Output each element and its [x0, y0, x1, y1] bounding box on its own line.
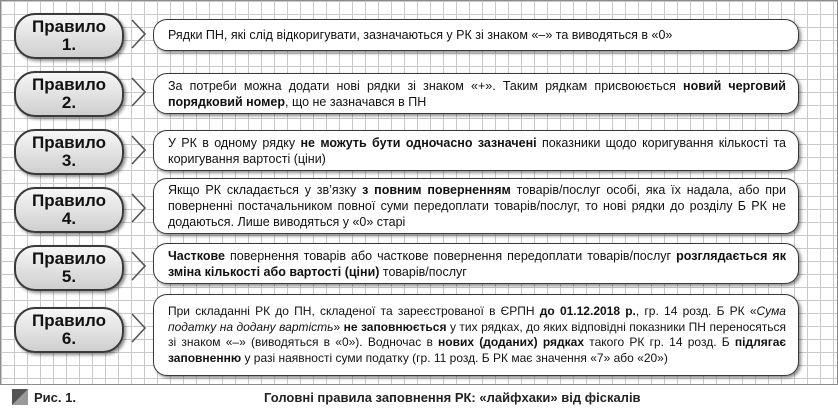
rule-label: Правило: [32, 17, 106, 36]
rule-badge-1: [14, 13, 124, 59]
rule-number: 6.: [61, 329, 77, 348]
rule-text-segment: розглядається як зміна кількості або вартості (ціни): [168, 248, 786, 279]
rule-text-segment: Часткове: [168, 248, 226, 263]
rule-badge-4: [14, 187, 124, 233]
rule-text-5: [168, 248, 786, 280]
rule-text-2: [168, 78, 786, 110]
rule-text-segment: При складанні РК до ПН, складеної та зареєстрованої в ЄРПН: [168, 304, 540, 318]
rule-text-1: [168, 27, 786, 43]
rule-text-box-5: [153, 243, 799, 284]
rule-text-segment: товарів/послуг: [379, 264, 467, 279]
rule-text-segment: з повним поверненням: [362, 183, 511, 197]
rule-label: Правило: [32, 311, 106, 330]
rule-badge-3: [14, 129, 124, 175]
rule-text-box-3: [153, 130, 799, 171]
rule-text-segment: підлягає заповненню: [168, 335, 786, 365]
rule-label: Правило: [32, 191, 106, 210]
rule-text-segment: , гр. 14 розд. Б РК «: [635, 304, 757, 318]
rule-number: 2.: [61, 93, 77, 112]
rule-text-box-2: [153, 73, 799, 114]
rule-text-box-1: [153, 19, 799, 51]
chevron-right-icon: [129, 134, 149, 166]
rule-text-3: [168, 135, 786, 167]
rule-text-segment: показники щодо коригування кількості та коригування вартості (ціни): [168, 135, 786, 166]
rule-text-box-4: [153, 178, 799, 234]
rule-text-segment: Сума податку на додану вартість: [168, 304, 786, 334]
rule-number: 4.: [61, 209, 77, 228]
rule-label: Правило: [32, 249, 106, 268]
rule-badge-2: [14, 71, 124, 117]
rule-text-segment: не можуть бути одночасно зазначені: [300, 135, 537, 150]
rule-text-segment: У РК в одному рядку: [168, 135, 301, 150]
rule-text-segment: »: [333, 319, 344, 334]
rule-text-segment: , що не зазначався в ПН: [285, 94, 427, 109]
rule-text-segment: у тих рядках, до яких відповідні показники ПН переносяться зі знаком «–» (виводяться в «0»). Водночас в: [168, 319, 787, 349]
rule-badge-5: [14, 245, 124, 291]
rule-label: Правило: [32, 133, 106, 152]
chevron-right-icon: [129, 76, 149, 108]
rule-text-segment: новий черговий порядковий номер: [168, 78, 786, 109]
rule-number: 3.: [61, 151, 77, 170]
chevron-right-icon: [129, 192, 149, 224]
chevron-right-icon: [129, 18, 149, 50]
rule-text-segment: такого РК гр. 14 розд. Б: [584, 335, 735, 349]
chevron-right-icon: [129, 250, 149, 282]
rule-text-segment: За потреби можна додати нові рядки зі знаком «+». Таким рядкам присвоюється: [168, 78, 684, 93]
rule-text-segment: Рядки ПН, які слід відкоригувати, зазначаються у РК зі знаком «–» та виводяться в «0»: [168, 28, 673, 42]
figure-title: Головні правила заповнення РК: «лайфхаки» від фіскалів: [264, 390, 641, 405]
rule-number: 5.: [61, 267, 77, 286]
rule-text-box-6: [153, 294, 799, 376]
rule-text-segment: товарів/послуг особі, яка їх надала, або при поверненні постачальником повної суми передоплати товарів/послуг, то нові рядки до розділу Б РК не додаються. Лише виводяться у «0» старі: [168, 183, 786, 229]
rule-text-segment: повернення товарів або часткове повернення передоплати товарів/послуг: [225, 248, 677, 263]
rule-text-segment: до 01.12.2018 р.: [539, 304, 636, 318]
rule-text-segment: нових (доданих) рядках: [438, 335, 585, 349]
rule-label: Правило: [32, 75, 106, 94]
rule-text-segment: у разі наявності суми податку (гр. 11 розд. Б РК має значення «7» або «20»): [241, 350, 668, 365]
rule-text-4: [168, 182, 786, 230]
chevron-right-icon: [129, 312, 149, 344]
rule-text-6: [168, 304, 786, 366]
rule-number: 1.: [61, 35, 77, 54]
figure-label: Рис. 1.: [34, 390, 76, 405]
rule-badge-6: [14, 307, 124, 353]
figure-icon: [12, 389, 28, 405]
rule-text-segment: Якщо РК складається у зв’язку: [168, 183, 363, 197]
rule-text-segment: не заповнюється: [343, 319, 447, 334]
